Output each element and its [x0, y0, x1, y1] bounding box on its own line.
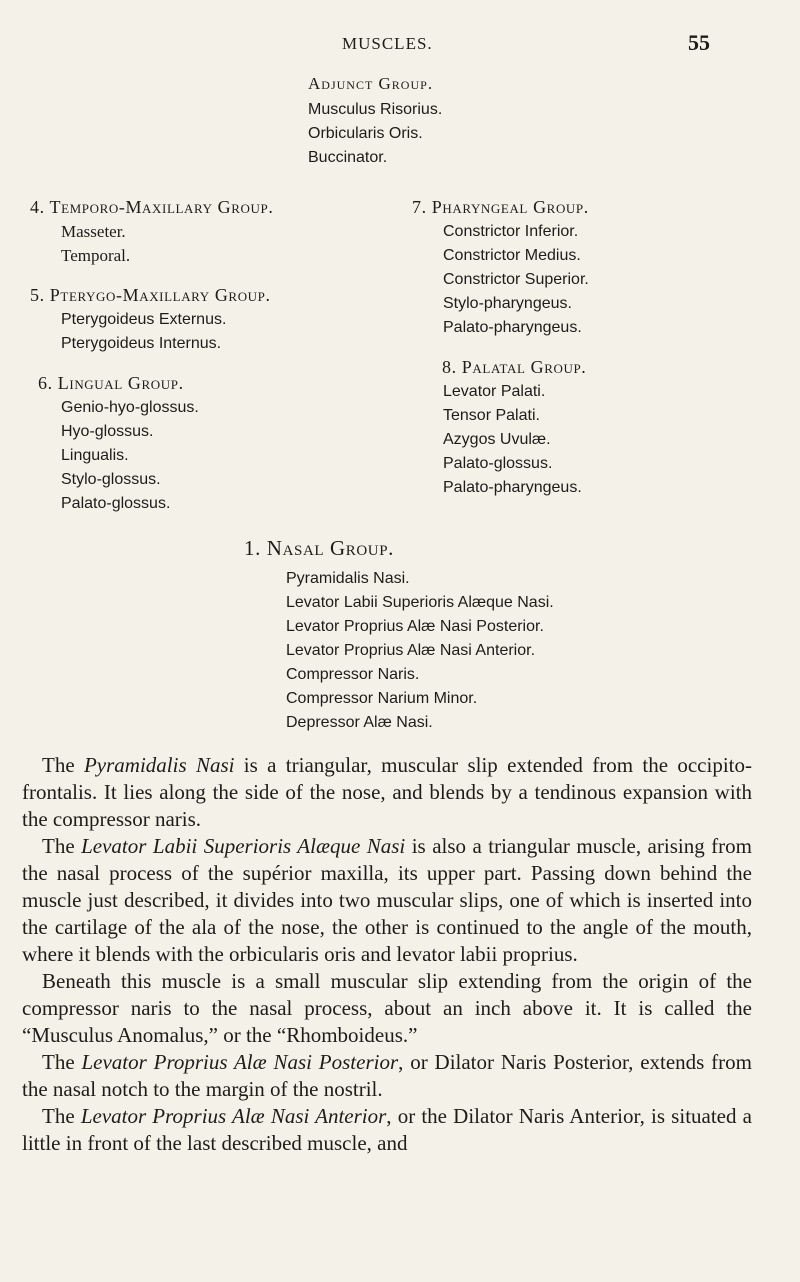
- muscle-term: Levator Proprius Alæ Nasi Posterior: [81, 1050, 399, 1074]
- paragraph: [22, 752, 752, 833]
- body-text: [22, 752, 752, 1157]
- paragraph-lead: The: [42, 753, 84, 777]
- list-item: Levator Palati.: [443, 383, 546, 400]
- list-item: Orbicularis Oris.: [308, 125, 423, 142]
- group-heading: 5. Pterygo-Maxillary Group.: [30, 285, 271, 305]
- list-item: Lingualis.: [61, 447, 129, 464]
- list-item: Constrictor Medius.: [443, 247, 581, 264]
- left-column: [30, 194, 273, 530]
- adjunct-group: [308, 74, 442, 170]
- list-item: Tensor Palati.: [443, 407, 540, 424]
- right-column: [412, 194, 589, 514]
- list-item: Palato-glossus.: [61, 495, 171, 512]
- paragraph: [22, 968, 752, 1049]
- paragraph-lead: The: [42, 834, 82, 858]
- lingual-group: [30, 370, 273, 516]
- list-item: Depressor Alæ Nasi.: [286, 714, 433, 731]
- group-heading: 7. Pharyngeal Group.: [412, 197, 589, 217]
- list-item: Palato-pharyngeus.: [443, 319, 582, 336]
- list-item: Constrictor Superior.: [443, 271, 589, 288]
- list-item: Stylo-pharyngeus.: [443, 295, 572, 312]
- list-item: Stylo-glossus.: [61, 471, 161, 488]
- list-item: Palato-glossus.: [443, 455, 553, 472]
- list-item: Masseter.: [61, 222, 126, 241]
- list-item: Pterygoideus Internus.: [61, 335, 222, 352]
- list-item: Azygos Uvulæ.: [443, 431, 551, 448]
- temporo-maxillary-group: [30, 194, 273, 268]
- list-item: Genio-hyo-glossus.: [61, 399, 199, 416]
- adjunct-group-heading: Adjunct Group.: [308, 74, 434, 93]
- running-head-title: MUSCLES.: [342, 34, 433, 53]
- group-heading: 1. Nasal Group.: [244, 536, 395, 560]
- list-item: Compressor Narium Minor.: [286, 690, 478, 707]
- muscle-term: Levator Labii Superioris Alæque Nasi: [81, 834, 406, 858]
- list-item: Pyramidalis Nasi.: [286, 570, 410, 587]
- nasal-group: [244, 535, 704, 735]
- page-number: 55: [688, 30, 710, 55]
- palatal-group: [412, 354, 589, 500]
- paragraph-text: is a triangular, muscular slip extended from the occipito-frontalis. It lies along the side of the nose, and blends by a tendinous expansion with the compressor naris.: [22, 753, 752, 831]
- paragraph: [22, 1049, 752, 1103]
- list-item: Buccinator.: [308, 149, 388, 166]
- list-item: Levator Proprius Alæ Nasi Posterior.: [286, 618, 544, 635]
- paragraph-text: is also a triangular muscle, arising from the nasal process of the supérior maxilla, its upper part. Passing down behind the muscle just described, it divides into two muscular slips, one of which is inserted into the cartilage of the ala of the nose, the other is continued to the angle of the mouth, where it blends with the orbicularis oris and levator labii proprius.: [22, 834, 752, 966]
- paragraph-text: , or the Dilator Naris Anterior, is situated a little in front of the last described muscle, and: [22, 1104, 752, 1155]
- paragraph: [22, 833, 752, 968]
- running-head: [0, 30, 800, 60]
- list-item: Levator Labii Superioris Alæque Nasi.: [286, 594, 554, 611]
- pterygo-maxillary-group: [30, 282, 273, 356]
- group-heading: 6. Lingual Group.: [38, 373, 184, 393]
- paragraph-lead: The: [42, 1050, 82, 1074]
- paragraph-text: , or Dilator Naris Posterior, extends from the nasal notch to the margin of the nostril.: [22, 1050, 752, 1101]
- group-heading: 8. Palatal Group.: [442, 357, 587, 377]
- list-item: Levator Proprius Alæ Nasi Anterior.: [286, 642, 536, 659]
- list-item: Hyo-glossus.: [61, 423, 154, 440]
- list-item: Palato-pharyngeus.: [443, 479, 582, 496]
- pharyngeal-group: [412, 194, 589, 340]
- list-item: Constrictor Inferior.: [443, 223, 579, 240]
- list-item: Pterygoideus Externus.: [61, 311, 227, 328]
- list-item: Temporal.: [61, 246, 131, 265]
- paragraph-lead: The: [42, 1104, 81, 1128]
- list-item: Compressor Naris.: [286, 666, 420, 683]
- paragraph-text: Beneath this muscle is a small muscular slip extending from the origin of the compressor naris to the nasal process, about an inch above it. It is called the “Musculus Anomalus,” or the “Rhomboideus.”: [22, 969, 752, 1047]
- muscle-term: Levator Proprius Alæ Nasi Anterior: [80, 1104, 387, 1128]
- group-heading: 4. Temporo-Maxillary Group.: [30, 197, 274, 217]
- paragraph: [22, 1103, 752, 1157]
- list-item: Musculus Risorius.: [308, 101, 443, 118]
- muscle-term: Pyramidalis Nasi: [83, 753, 235, 777]
